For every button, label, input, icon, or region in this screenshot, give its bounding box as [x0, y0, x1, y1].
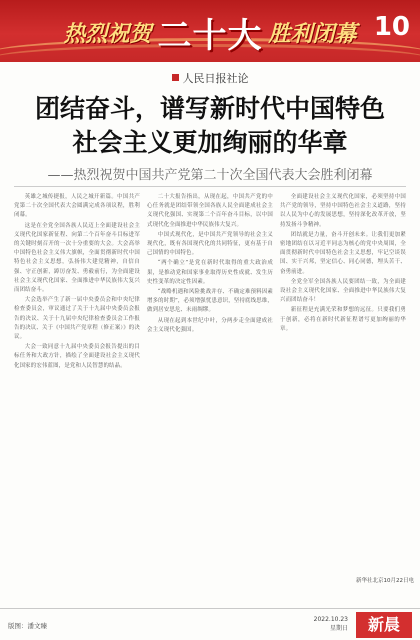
- paragraph: “两个确立”是党在新时代取得的重大政治成果，是推动党和国家事业取得历史性成就、发生历史性变革的决定性因素。: [147, 260, 273, 285]
- page-number: 10: [373, 12, 410, 42]
- divider: [14, 186, 406, 187]
- byline: [0, 70, 420, 86]
- article-column-2: [147, 193, 273, 603]
- banner-center-text: 二十大: [157, 16, 263, 56]
- headline-line-1: 团结奋斗，谱写新时代中国特色: [34, 94, 385, 123]
- paragraph: 新征程是充满光荣和梦想的远征。只要我们勇于创新，必将在新时代新征程谱写更加绚丽的华章。: [280, 307, 406, 332]
- subheadline: ——热烈祝贺中国共产党第二十次全国代表大会胜利闭幕: [47, 168, 373, 183]
- article-column-3: [280, 193, 406, 603]
- paragraph: 全党全军全国各族人民要团结一致，为全面建设社会主义现代化国家、全面推进中华民族伟大复兴而团结奋斗！: [280, 278, 406, 304]
- paragraph: “战略机遇和风险挑战并存、不确定难预料因素增多的时期”，必须增强忧患意识，坚持底线思维，做到居安思危、未雨绸缪。: [147, 289, 273, 314]
- paragraph: 全面建设社会主义现代化国家，必须坚持中国共产党的领导，坚持中国特色社会主义道路，坚持以人民为中心的发展思想，坚持深化改革开放，坚持发扬斗争精神。: [280, 194, 406, 228]
- article-source: 新华社北京10月22日电: [356, 578, 414, 584]
- footer-date-line: 2022.10.23: [313, 616, 348, 623]
- headline: [20, 92, 400, 160]
- footer: [0, 608, 420, 640]
- paragraph: 从现在起到本世纪中叶，分两步走全面建成社会主义现代化强国。: [147, 317, 273, 333]
- banner-title: [0, 8, 420, 57]
- banner-right-text: 胜利闭幕: [268, 22, 357, 47]
- footer-editor: 版图：潘文臻: [8, 622, 47, 630]
- footer-date: [314, 615, 348, 633]
- banner: [0, 0, 420, 62]
- paragraph: 英雄之城传捷报，人民之城开新篇。中国共产党第二十次全国代表大会圆满完成各项议程，胜利闭幕。: [14, 194, 140, 219]
- paragraph: 大会一致同意十九届中央委员会报告提出的目标任务和大政方针，描绘了全面建设社会主义现代化国家的宏伟蓝图，是党和人民智慧的结晶。: [14, 344, 140, 369]
- byline-text: 人民日报社论: [182, 72, 249, 85]
- footer-weekday: 星期日: [329, 625, 348, 632]
- headline-line-2: 社会主义更加绚丽的华章: [72, 128, 348, 157]
- red-square-icon: [172, 74, 179, 81]
- paragraph: 二十大报告指出，从现在起，中国共产党的中心任务就是团结带领全国各族人民全面建成社会主义现代化强国、实现第二个百年奋斗目标，以中国式现代化全面推进中华民族伟大复兴。: [147, 194, 273, 228]
- paragraph: 中国式现代化，是中国共产党领导的社会主义现代化，既有各国现代化的共同特征，更有基于自己国情的中国特色。: [147, 231, 273, 257]
- banner-left-text: 热烈祝贺: [63, 22, 152, 47]
- paragraph: 这是在全党全国各族人民迈上全面建设社会主义现代化国家新征程、向第二个百年奋斗目标进军的关键时刻召开的一次十分重要的大会。大会高举中国特色社会主义伟大旗帜，全面贯彻新时代中国特色社会主义思想，弘扬伟大建党精神，自信自强、守正创新，踔厉奋发、勇毅前行，为全面建设社会主义现代化国家、全面推进中华民族伟大复兴而团结奋斗。: [14, 222, 140, 294]
- paragraph: 团结就是力量，奋斗开创未来。让我们更加紧密地团结在以习近平同志为核心的党中央周围，全面贯彻新时代中国特色社会主义思想，牢记空谈误国、实干兴邦，坚定信心、同心同德，埋头苦干、奋勇前进。: [280, 231, 406, 275]
- masthead-logo: 新晨: [356, 612, 412, 638]
- paragraph: 大会选举产生了新一届中央委员会和中央纪律检查委员会，审议通过了关于十九届中央委员会报告的决议、关于十九届中央纪律检查委员会工作报告的决议、关于《中国共产党章程（修正案）》的决议。: [14, 297, 140, 341]
- article-column-1: [14, 193, 140, 603]
